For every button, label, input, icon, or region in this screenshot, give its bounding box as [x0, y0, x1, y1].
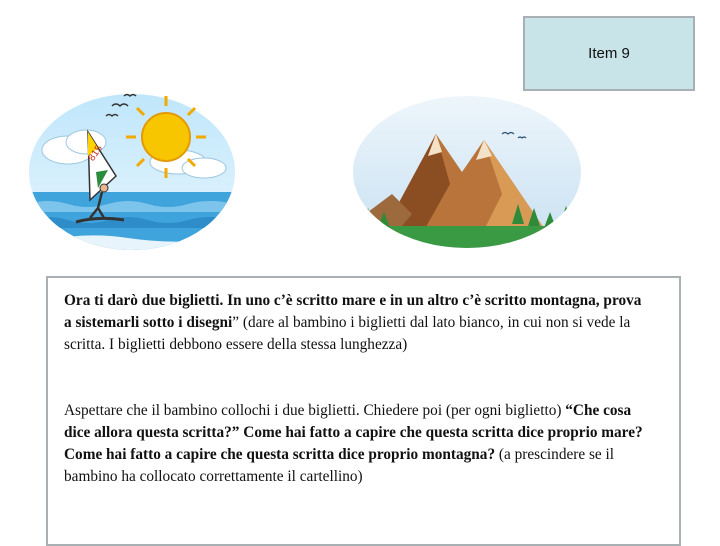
sail-number: 815	[86, 143, 106, 164]
instruction-text-box	[46, 276, 681, 546]
instruction-paragraph-2	[64, 400, 649, 488]
instruction-1-bold: Ora ti darò due biglietti. In uno c’è scritto mare e in un altro c’è scritto montagna, prova a sistemarli sotto i disegni	[64, 292, 642, 331]
instruction-2-tail: (a prescindere se il bambino ha collocato correttamente il cartellino)	[64, 446, 615, 485]
instruction-paragraph-1	[64, 290, 649, 356]
instruction-2-intro: Aspettare che il bambino collochi i due biglietti. Chiedere poi (per ogni biglietto)	[64, 402, 566, 419]
instruction-1-normal: ” (dare al bambino i biglietti dal lato bianco, in cui non si vede la scritta. I biglietti debbono essere della stessa lunghezza)	[64, 314, 631, 353]
sea-icon	[28, 192, 236, 252]
instruction-2-bold: “Che cosa dice allora questa scritta?” Come hai fatto a capire che questa scritta dice proprio mare? Come hai fatto a capire che questa scritta dice proprio montagna?	[64, 402, 643, 463]
mountain-illustration	[352, 94, 582, 250]
sea-windsurf-illustration	[28, 92, 236, 252]
item-number-box	[523, 16, 695, 91]
item-label: Item 9	[588, 45, 630, 62]
